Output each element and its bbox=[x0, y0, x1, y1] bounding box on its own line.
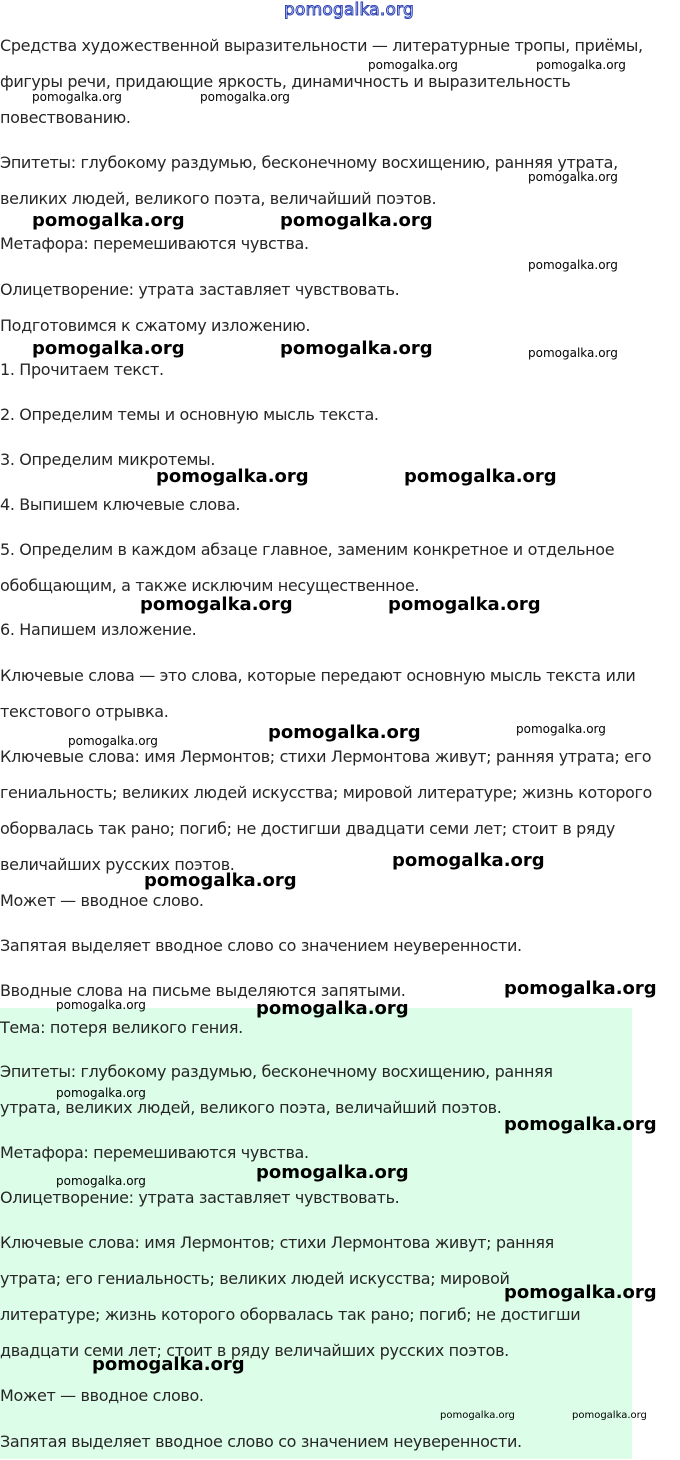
watermark-text: pomogalka.org bbox=[368, 58, 458, 72]
watermark-text: pomogalka.org bbox=[528, 346, 618, 360]
watermark-text: pomogalka.org bbox=[92, 1354, 245, 1375]
answer-line: Может — вводное слово. bbox=[0, 1386, 204, 1405]
answer-line: Метафора: перемешиваются чувства. bbox=[0, 1143, 309, 1162]
watermark-text: pomogalka.org bbox=[572, 1410, 647, 1421]
paragraph-line: 5. Определим в каждом абзаце главное, заменим конкретное и отдельное bbox=[0, 540, 615, 559]
paragraph-line: Метафора: перемешиваются чувства. bbox=[0, 234, 309, 253]
watermark-text: pomogalka.org bbox=[536, 58, 626, 72]
paragraph-line: гениальность; великих людей искусства; мировой литературе; жизнь которого bbox=[0, 783, 652, 802]
answer-line: литературе; жизнь которого оборвалась так рано; погиб; не достигши bbox=[0, 1305, 581, 1324]
watermark-text: pomogalka.org bbox=[32, 90, 122, 104]
site-logo: pomogalka.org bbox=[284, 0, 414, 20]
paragraph-line: оборвалась так рано; погиб; не достигши двадцати семи лет; стоит в ряду bbox=[0, 819, 616, 838]
watermark-text: pomogalka.org bbox=[440, 1410, 515, 1421]
paragraph-line: обобщающим, а также исключим несущественное. bbox=[0, 576, 420, 595]
answer-line: Запятая выделяет вводное слово со значением неуверенности. bbox=[0, 1432, 522, 1451]
watermark-text: pomogalka.org bbox=[200, 90, 290, 104]
watermark-text: pomogalka.org bbox=[504, 978, 657, 999]
paragraph-line: Эпитеты: глубокому раздумью, бесконечному восхищению, ранняя утрата, bbox=[0, 153, 618, 172]
paragraph-line: Средства художественной выразительности — литературные тропы, приёмы, bbox=[0, 36, 643, 55]
paragraph-line: Запятая выделяет вводное слово со значением неуверенности. bbox=[0, 936, 522, 955]
watermark-text: pomogalka.org bbox=[56, 998, 146, 1012]
paragraph-line: текстового отрывка. bbox=[0, 702, 169, 721]
answer-line: Тема: потеря великого гения. bbox=[0, 1018, 243, 1037]
answer-line: Эпитеты: глубокому раздумью, бесконечному восхищению, ранняя bbox=[0, 1062, 553, 1081]
watermark-text: pomogalka.org bbox=[404, 466, 557, 487]
watermark-text: pomogalka.org bbox=[32, 210, 185, 231]
watermark-text: pomogalka.org bbox=[528, 170, 618, 184]
watermark-text: pomogalka.org bbox=[280, 210, 433, 231]
answer-line: утрата, великих людей, великого поэта, величайший поэтов. bbox=[0, 1098, 502, 1117]
paragraph-line: 4. Выпишем ключевые слова. bbox=[0, 495, 241, 514]
watermark-text: pomogalka.org bbox=[156, 466, 309, 487]
answer-line: двадцати семи лет; стоит в ряду величайших русских поэтов. bbox=[0, 1341, 509, 1360]
answer-line: утрата; его гениальность; великих людей искусства; мировой bbox=[0, 1269, 510, 1288]
paragraph-line: фигуры речи, придающие яркость, динамичность и выразительность bbox=[0, 72, 571, 91]
answer-line: Олицетворение: утрата заставляет чувствовать. bbox=[0, 1188, 400, 1207]
paragraph-line: 3. Определим микротемы. bbox=[0, 450, 216, 469]
paragraph-line: Может — вводное слово. bbox=[0, 891, 204, 910]
paragraph-line: повествованию. bbox=[0, 108, 131, 127]
paragraph-line: 2. Определим темы и основную мысль текста. bbox=[0, 405, 379, 424]
watermark-text: pomogalka.org bbox=[56, 1086, 146, 1100]
watermark-text: pomogalka.org bbox=[392, 850, 545, 871]
paragraph-line: Олицетворение: утрата заставляет чувствовать. bbox=[0, 280, 400, 299]
watermark-text: pomogalka.org bbox=[388, 594, 541, 615]
paragraph-line: 1. Прочитаем текст. bbox=[0, 360, 164, 379]
watermark-text: pomogalka.org bbox=[504, 1282, 657, 1303]
watermark-text: pomogalka.org bbox=[68, 734, 158, 748]
watermark-text: pomogalka.org bbox=[504, 1114, 657, 1135]
paragraph-line: Вводные слова на письме выделяются запятыми. bbox=[0, 981, 406, 1000]
paragraph-line: величайших русских поэтов. bbox=[0, 855, 235, 874]
watermark-text: pomogalka.org bbox=[144, 870, 297, 891]
paragraph-line: Подготовимся к сжатому изложению. bbox=[0, 316, 311, 335]
paragraph-line: великих людей, великого поэта, величайший поэтов. bbox=[0, 189, 437, 208]
paragraph-line: 6. Напишем изложение. bbox=[0, 620, 197, 639]
watermark-text: pomogalka.org bbox=[56, 1174, 146, 1188]
watermark-text: pomogalka.org bbox=[528, 258, 618, 272]
watermark-text: pomogalka.org bbox=[280, 338, 433, 359]
watermark-text: pomogalka.org bbox=[268, 722, 421, 743]
watermark-text: pomogalka.org bbox=[32, 338, 185, 359]
paragraph-line: Ключевые слова: имя Лермонтов; стихи Лермонтова живут; ранняя утрата; его bbox=[0, 747, 652, 766]
watermark-text: pomogalka.org bbox=[140, 594, 293, 615]
paragraph-line: Ключевые слова — это слова, которые передают основную мысль текста или bbox=[0, 666, 636, 685]
answer-line: Ключевые слова: имя Лермонтов; стихи Лермонтова живут; ранняя bbox=[0, 1233, 554, 1252]
watermark-text: pomogalka.org bbox=[256, 1162, 409, 1183]
watermark-text: pomogalka.org bbox=[256, 998, 409, 1019]
watermark-text: pomogalka.org bbox=[516, 722, 606, 736]
